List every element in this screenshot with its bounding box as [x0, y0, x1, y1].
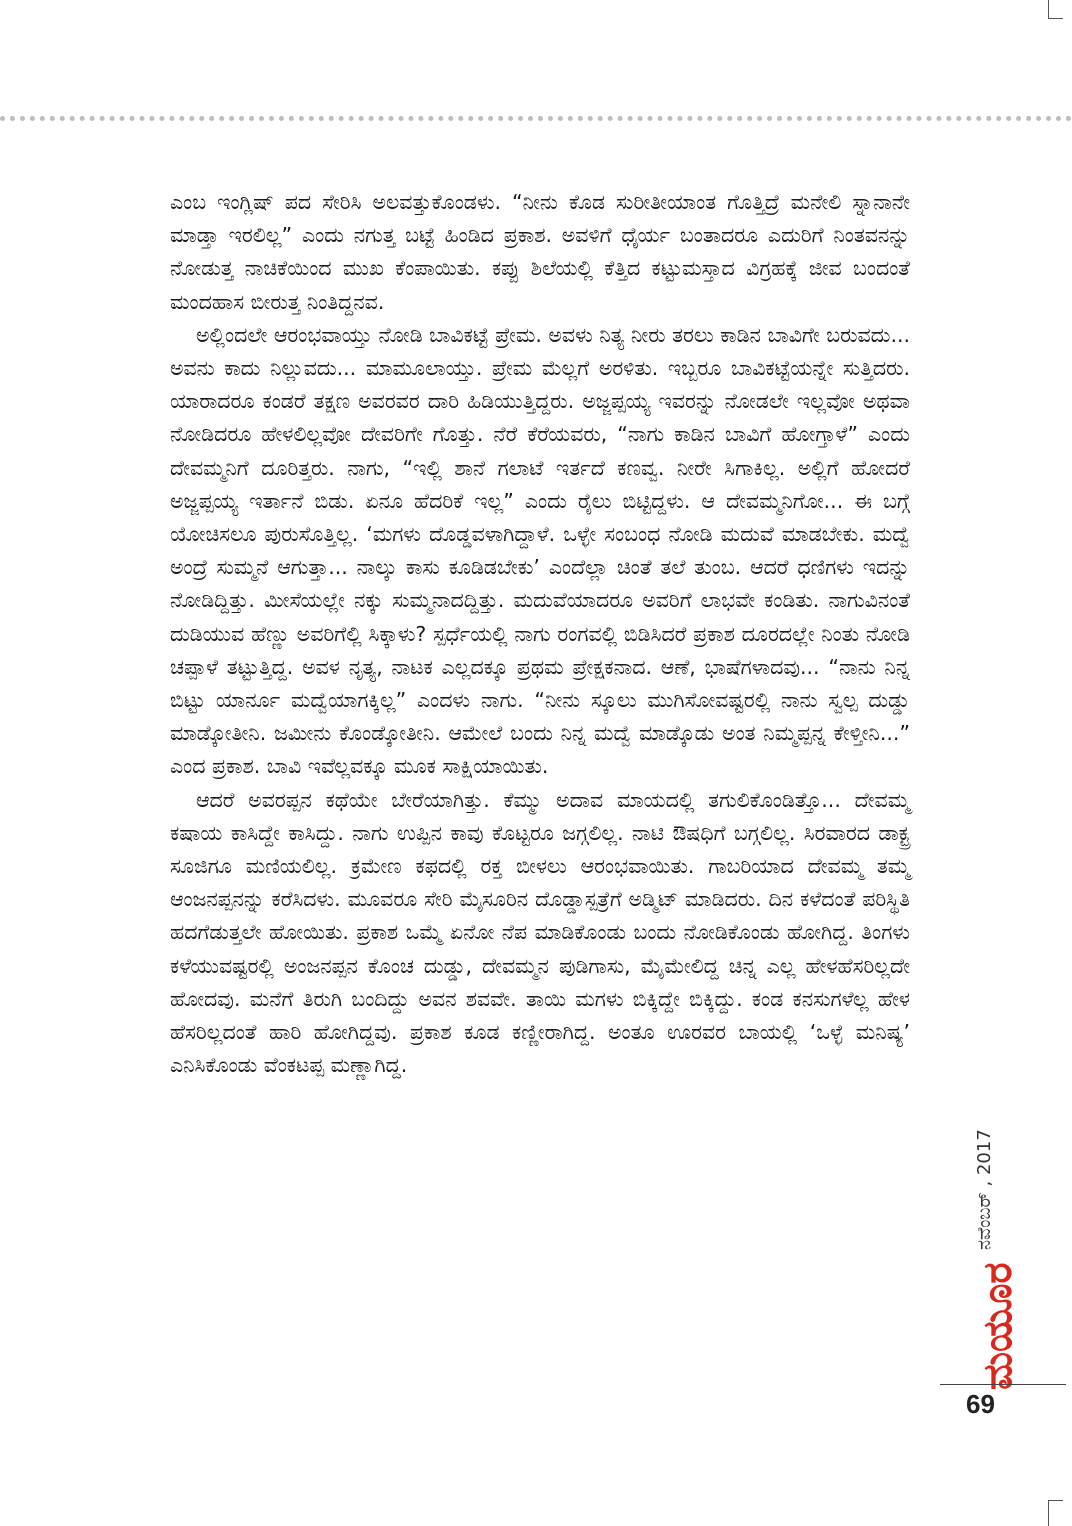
paragraph-2: ಅಲ್ಲಿಂದಲೇ ಆರಂಭವಾಯ್ತು ನೋಡಿ ಬಾವಿಕಟ್ಟೆ ಪ್ರೇಮ. ಅವಳು ನಿತ್ಯ ನೀರು ತರಲು ಕಾಡಿನ ಬಾವಿಗೇ ಬರುವದು... ಅವನು ಕಾದು ನಿಲ್ಲುವದು... ಮಾಮೂಲಾಯ್ತು. ಪ್ರೇಮ ಮೆಲ್ಲಗೆ ಅರಳಿತು. ಇಬ್ಬರೂ ಬಾವಿಕಟ್ಟೆಯನ್ನೇ ಸುತ್ತಿದರು. ಯಾರಾದರೂ ಕಂಡರೆ ತಕ್ಷಣ ಅವರವರ ದಾರಿ ಹಿಡಿಯುತ್ತಿದ್ದರು. ಅಜ್ಜಪ್ಪಯ್ಯ ಇವರನ್ನು ನೋಡಲೇ ಇಲ್ಲವೋ ಅಥವಾ ನೋಡಿದರೂ ಹೇಳಲಿಲ್ಲವೋ ದೇವರಿಗೇ ಗೊತ್ತು. ನೆರೆ ಕೆರೆಯವರು, “ನಾಗು ಕಾಡಿನ ಬಾವಿಗೆ ಹೋಗ್ತಾಳೆ” ಎಂದು ದೇವಮ್ಮನಿಗೆ ದೂರಿತ್ತರು. ನಾಗು, “ಇಲ್ಲಿ ಶಾನೆ ಗಲಾಟೆ ಇರ್ತದೆ ಕಣವ್ವ. ನೀರೇ ಸಿಗಾಕಿಲ್ಲ. ಅಲ್ಲಿಗೆ ಹೋದರೆ ಅಜ್ಜಪ್ಪಯ್ಯ ಇರ್ತಾನೆ ಬಿಡು. ಏನೂ ಹೆದರಿಕೆ ಇಲ್ಲ” ಎಂದು ರೈಲು ಬಿಟ್ಟಿದ್ದಳು. ಆ ದೇವಮ್ಮನಿಗೋ... ಈ ಬಗ್ಗೆ ಯೋಚಿಸಲೂ ಪುರುಸೊತ್ತಿಲ್ಲ. ‘ಮಗಳು ದೊಡ್ಡವಳಾಗಿದ್ದಾಳೆ. ಒಳ್ಳೇ ಸಂಬಂಧ ನೋಡಿ ಮದುವೆ ಮಾಡಬೇಕು. ಮದ್ವೆ ಅಂದ್ರೆ ಸುಮ್ಮನೆ ಆಗುತ್ತಾ... ನಾಲ್ಕು ಕಾಸು ಕೂಡಿಡಬೇಕು’ ಎಂದೆಲ್ಲಾ ಚಿಂತೆ ತಲೆ ತುಂಬ. ಆದರೆ ಧಣಿಗಳು ಇದನ್ನು ನೋಡಿದ್ದಿತ್ತು. ಮೀಸೆಯಲ್ಲೇ ನಕ್ಕು ಸುಮ್ಮನಾದದ್ದಿತ್ತು. ಮದುವೆಯಾದರೂ ಅವರಿಗೆ ಲಾಭವೇ ಕಂಡಿತು. ನಾಗುವಿನಂತೆ ದುಡಿಯುವ ಹೆಣ್ಣು ಅವರಿಗೆಲ್ಲಿ ಸಿಕ್ಕಾಳು? ಸ್ಪರ್ಧೆಯಲ್ಲಿ ನಾಗು ರಂಗವಲ್ಲಿ ಬಿಡಿಸಿದರೆ ಪ್ರಕಾಶ ದೂರದಲ್ಲೇ ನಿಂತು ನೋಡಿ ಚಪ್ಪಾಳೆ ತಟ್ಟುತ್ತಿದ್ದ. ಅವಳ ನೃತ್ಯ, ನಾಟಕ ಎಲ್ಲದಕ್ಕೂ ಪ್ರಥಮ ಪ್ರೇಕ್ಷಕನಾದ. ಆಣೆ, ಭಾಷೆಗಳಾದವು... “ನಾನು ನಿನ್ನ ಬಿಟ್ಟು ಯಾರ್ನೂ ಮದ್ವೆಯಾಗಕ್ಕಿಲ್ಲ” ಎಂದಳು ನಾಗು. “ನೀನು ಸ್ಕೂಲು ಮುಗಿಸೋವಷ್ಟರಲ್ಲಿ ನಾನು ಸ್ವಲ್ಪ ದುಡ್ಡು ಮಾಡ್ಕೋತೀನಿ. ಜಮೀನು ಕೊಂಡ್ಕೋತೀನಿ. ಆಮೇಲೆ ಬಂದು ನಿನ್ನ ಮದ್ವೆ ಮಾಡ್ಕೊಡು ಅಂತ ನಿಮ್ಮಪ್ಪನ್ನ ಕೇಳ್ತೀನಿ...” ಎಂದ ಪ್ರಕಾಶ. ಬಾವಿ ಇವೆಲ್ಲವಕ್ಕೂ ಮೂಕ ಸಾಕ್ಷಿಯಾಯಿತು. — [170, 322, 910, 779]
article-body — [170, 186, 910, 1082]
magazine-logo: ಮಯೂರ — [975, 1262, 1021, 1390]
crop-mark-top — [1048, 0, 1063, 19]
crop-mark-bottom — [1048, 1500, 1063, 1526]
header-dotted-rule — [0, 116, 1072, 121]
paragraph-1: ಎಂಬ ಇಂಗ್ಲಿಷ್ ಪದ ಸೇರಿಸಿ ಅಲವತ್ತುಕೊಂಡಳು. “ನೀನು ಕೊಡ ಸುರೀತೀಯಾಂತ ಗೊತ್ತಿದ್ರೆ ಮನೇಲಿ ಸ್ನಾನಾನೇ ಮಾಡ್ತಾ ಇರಲಿಲ್ಲ” ಎಂದು ನಗುತ್ತ ಬಟ್ಟೆ ಹಿಂಡಿದ ಪ್ರಕಾಶ. ಅವಳಿಗೆ ಧೈರ್ಯ ಬಂತಾದರೂ ಎದುರಿಗೆ ನಿಂತವನನ್ನು ನೋಡುತ್ತ ನಾಚಿಕೆಯಿಂದ ಮುಖ ಕೆಂಪಾಯಿತು. ಕಪ್ಪು ಶಿಲೆಯಲ್ಲಿ ಕೆತ್ತಿದ ಕಟ್ಟುಮಸ್ತಾದ ವಿಗ್ರಹಕ್ಕೆ ಜೀವ ಬಂದಂತೆ ಮಂದಹಾಸ ಬೀರುತ್ತ ನಿಂತಿದ್ದನವ. — [170, 190, 910, 314]
page-number-rule — [940, 1384, 1066, 1385]
paragraph-3: ಆದರೆ ಅವರಪ್ಪನ ಕಥೆಯೇ ಬೇರೆಯಾಗಿತ್ತು. ಕೆಮ್ಮು ಅದಾವ ಮಾಯದಲ್ಲಿ ತಗುಲಿಕೊಂಡಿತ್ತೊ... ದೇವಮ್ಮ ಕಷಾಯ ಕಾಸಿದ್ದೇ ಕಾಸಿದ್ದು. ನಾಗು ಉಪ್ಪಿನ ಕಾವು ಕೊಟ್ಟರೂ ಜಗ್ಗಲಿಲ್ಲ. ನಾಟಿ ಔಷಧಿಗೆ ಬಗ್ಗಲಿಲ್ಲ. ಸಿರವಾರದ ಡಾಕ್ಟ್ರ ಸೂಜಿಗೂ ಮಣಿಯಲಿಲ್ಲ. ಕ್ರಮೇಣ ಕಫದಲ್ಲಿ ರಕ್ತ ಬೀಳಲು ಆರಂಭವಾಯಿತು. ಗಾಬರಿಯಾದ ದೇವಮ್ಮ ತಮ್ಮ ಆಂಜನಪ್ಪನನ್ನು ಕರೆಸಿದಳು. ಮೂವರೂ ಸೇರಿ ಮೈಸೂರಿನ ದೊಡ್ಡಾಸ್ಪತ್ರೆಗೆ ಅಡ್ಮಿಟ್ ಮಾಡಿದರು. ದಿನ ಕಳೆದಂತೆ ಪರಿಸ್ಥಿತಿ ಹದಗೆಡುತ್ತಲೇ ಹೋಯಿತು. ಪ್ರಕಾಶ ಒಮ್ಮೆ ಏನೋ ನೆಪ ಮಾಡಿಕೊಂಡು ಬಂದು ನೋಡಿಕೊಂಡು ಹೋಗಿದ್ದ. ತಿಂಗಳು ಕಳೆಯುವಷ್ಟರಲ್ಲಿ ಅಂಜನಪ್ಪನ ಕೊಂಚ ದುಡ್ಡು, ದೇವಮ್ಮನ ಪುಡಿಗಾಸು, ಮೈಮೇಲಿದ್ದ ಚಿನ್ನ ಎಲ್ಲ ಹೇಳಹೆಸರಿಲ್ಲದೇ ಹೋದವು. ಮನೆಗೆ ತಿರುಗಿ ಬಂದಿದ್ದು ಅವನ ಶವವೇ. ತಾಯಿ ಮಗಳು ಬಿಕ್ಕಿದ್ದೇ ಬಿಕ್ಕಿದ್ದು. ಕಂಡ ಕನಸುಗಳೆಲ್ಲ ಹೇಳ ಹೆಸರಿಲ್ಲದಂತೆ ಹಾರಿ ಹೋಗಿದ್ದವು. ಪ್ರಕಾಶ ಕೂಡ ಕಣ್ಣೀರಾಗಿದ್ದ. ಅಂತೂ ಊರವರ ಬಾಯಲ್ಲಿ ‘ಒಳ್ಳೆ ಮನಿಷ್ಯ’ ಎನಿಸಿಕೊಂಡು ವೆಂಕಟಪ್ಪ ಮಣ್ಣಾಗಿದ್ದ. — [170, 787, 910, 1078]
page-number: 69 — [966, 1389, 995, 1419]
issue-date: ನವೆಂಬರ್ , 2017 — [974, 1129, 995, 1250]
